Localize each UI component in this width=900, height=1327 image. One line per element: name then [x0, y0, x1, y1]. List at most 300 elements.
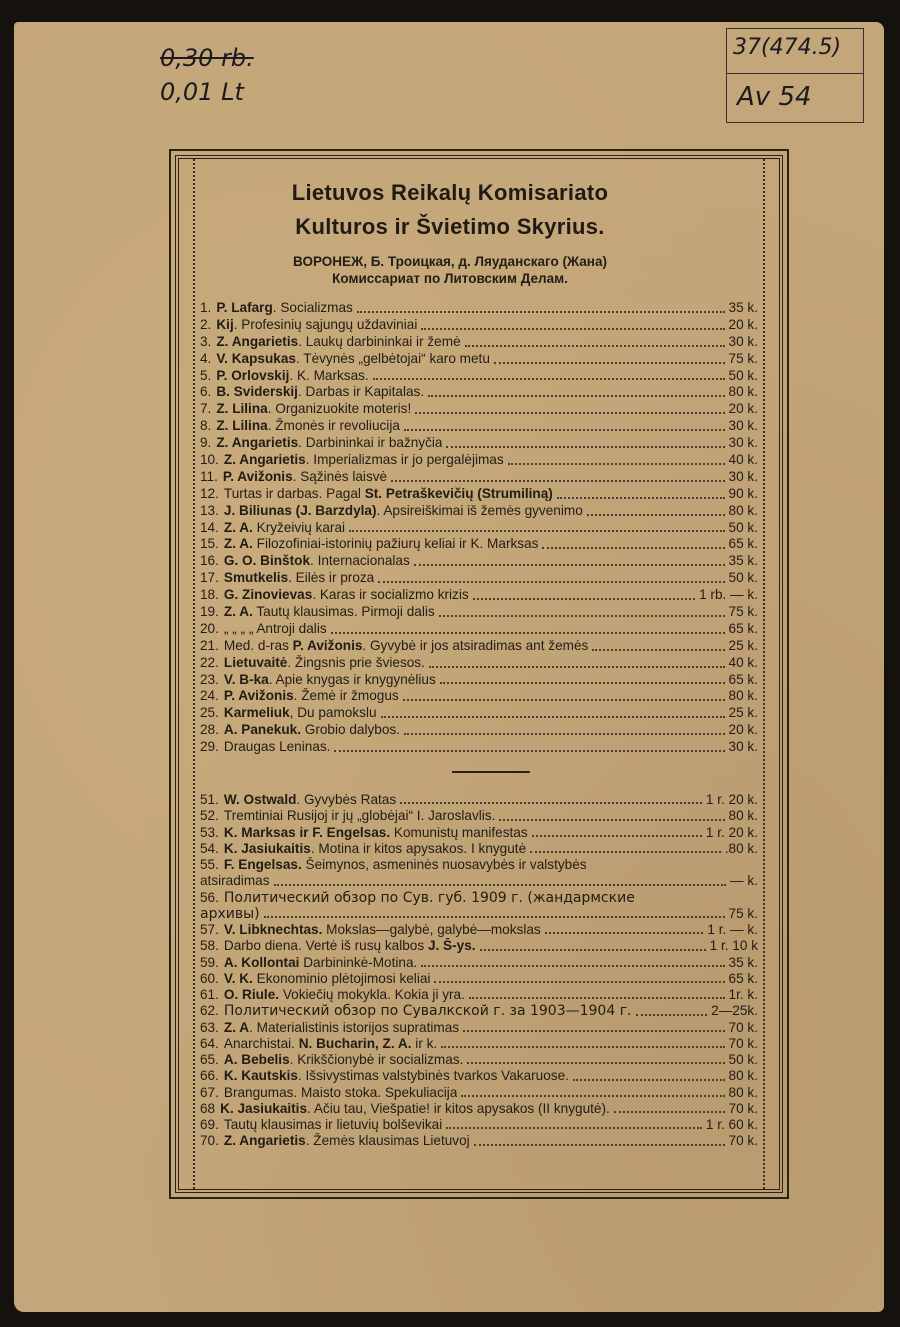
item-text: [224, 604, 435, 621]
list-item: [200, 655, 758, 672]
list-item: [200, 317, 758, 334]
item-price: 25 k.: [728, 705, 758, 721]
list-item: [200, 401, 758, 418]
call-number-box: [726, 72, 864, 123]
dot-leader: [334, 750, 724, 752]
item-author: J. Biliunas (J. Barzdyla): [223, 502, 377, 518]
item-number: 54.: [200, 840, 219, 856]
item-text: [224, 503, 583, 520]
dot-leader: [465, 345, 725, 347]
item-price: 70 k.: [728, 1100, 758, 1116]
dot-leader: [264, 916, 725, 918]
item-text: [224, 938, 476, 954]
item-number: 65.: [200, 1052, 219, 1067]
item-text: [224, 922, 541, 938]
dot-leader: [414, 564, 725, 566]
item-price: 75 k.: [728, 604, 758, 620]
item-price: 30 k.: [728, 468, 758, 484]
item-price: 80 k.: [728, 384, 758, 400]
heading-line-2: Kulturos ir Švietimo Skyrius.: [295, 214, 605, 239]
list-item: [200, 688, 758, 705]
item-text: [224, 621, 327, 638]
dot-leader: [403, 699, 725, 701]
item-title: Filozofiniai-istorinių pažiurų keliai ir K. Marksas: [252, 536, 539, 552]
dot-leader: [373, 378, 725, 380]
item-title: . Apsireiškimai iš žemės gyvenimo: [376, 502, 583, 518]
item-text-pre: Draugas Leninas.: [223, 739, 331, 755]
item-title: . Socializmas: [272, 299, 353, 315]
item-text-pre: Политический обзор по Сув. губ. 1909 г. (жандармские: [223, 889, 635, 906]
list-item: [200, 890, 758, 906]
item-text: [216, 334, 460, 351]
item-author: O. Riule.: [223, 987, 280, 1002]
item-title: Kryžeivių karai: [252, 519, 346, 535]
item-number: 19.: [200, 604, 219, 620]
list-item: [200, 1052, 758, 1068]
item-author: Z. Lilina: [216, 401, 268, 417]
item-number: 5.: [200, 367, 212, 383]
item-title: Mokslas—galybė, galybė—mokslas: [322, 922, 541, 937]
item-text: [224, 1020, 459, 1036]
list-item: [200, 808, 758, 824]
item-author: A. Bebelis: [223, 1052, 290, 1067]
list-item: [200, 368, 758, 385]
item-title: . Žemės klausimas Lietuvoj: [305, 1133, 470, 1149]
item-text-pre: „ „ „ „ Antroji dalis: [223, 620, 327, 636]
item-author: J. Š-ys.: [427, 938, 476, 954]
item-price: 70 k.: [728, 1019, 758, 1035]
item-number: 6.: [200, 384, 212, 400]
list-item: [200, 922, 758, 938]
item-author: F. Engelsas.: [223, 857, 302, 872]
list-item: [200, 938, 758, 954]
item-price: 90 k.: [728, 485, 758, 501]
item-author: Karmeliuk: [223, 705, 290, 721]
item-title: . Apie knygas ir knygynėlius: [268, 671, 436, 687]
dot-leader: [508, 463, 725, 465]
item-number: 22.: [200, 654, 219, 670]
item-text-cont: архивы): [200, 905, 260, 922]
item-author: K. Jasiukaitis: [220, 1100, 308, 1116]
list-item: [200, 971, 758, 987]
item-number: 12.: [200, 485, 219, 501]
list-item: [200, 1085, 758, 1101]
dot-leader: [573, 1079, 725, 1081]
item-title: Šeimynos, asmeninės nuosavybės ir valstybės: [301, 857, 587, 872]
item-text: [224, 739, 331, 756]
item-author: Z. A.: [223, 519, 253, 535]
item-price: 35 k.: [728, 954, 758, 970]
list-item: [200, 1101, 758, 1117]
book-list-2: [200, 792, 758, 1150]
list-item: [200, 486, 758, 503]
dot-leader: [469, 997, 725, 999]
list-item: [200, 1133, 758, 1149]
item-price: .80 k.: [724, 840, 758, 856]
item-title: . Karas ir socializmo krizis: [312, 587, 469, 603]
dot-leader: [530, 851, 721, 853]
item-title: . Materialistinis istorijos supratimas: [249, 1019, 460, 1035]
item-text: [224, 688, 399, 705]
item-number: 57.: [200, 922, 219, 937]
dot-leader: [404, 429, 725, 431]
item-price: 2—25k.: [711, 1003, 758, 1019]
item-title: . Motina ir kitos apysakos. I knygutė: [310, 840, 527, 856]
item-title: . Ačiu tau, Viešpatie! ir kitos apysakos (II knygutė).: [307, 1100, 610, 1116]
shelf-mark-box: [726, 28, 864, 74]
item-price: 80 k.: [728, 1068, 758, 1084]
item-text-pre: Tremtiniai Rusijoj ir jų „globėjai“ I. Jaroslavlis.: [223, 808, 496, 824]
item-text: [216, 368, 368, 385]
handwritten-old-price: 0,30 rb.: [160, 44, 254, 72]
dot-leader: [494, 362, 725, 364]
item-text-cont: atsiradimas: [200, 873, 270, 889]
item-number: 13.: [200, 502, 219, 518]
list-item: [200, 1036, 758, 1052]
list-item: [200, 857, 758, 873]
item-author: K. Marksas ir F. Engelsas.: [223, 824, 391, 840]
dot-leader: [378, 581, 724, 583]
dot-leader: [400, 802, 702, 804]
item-text: [224, 722, 400, 739]
item-price: 50 k.: [728, 367, 758, 383]
item-price: 35 k.: [728, 299, 758, 315]
dot-leader: [446, 446, 724, 448]
dot-leader: [587, 514, 725, 516]
item-number: 70.: [200, 1133, 219, 1149]
item-number: 55.: [200, 857, 219, 872]
list-item: [200, 705, 758, 722]
list-item: [200, 739, 758, 756]
item-text-pre: Brangumas. Maisto stoka. Spekuliacija: [223, 1084, 458, 1100]
item-price: 80 k.: [728, 688, 758, 704]
item-title: . Profesinių sąjungų uždaviniai: [233, 316, 418, 332]
item-author: K. Kautskis: [223, 1068, 298, 1084]
list-item: [200, 987, 758, 1003]
item-text: [216, 401, 411, 418]
item-number: 2.: [200, 316, 212, 332]
item-text: [224, 987, 465, 1003]
list-item: [200, 638, 758, 655]
item-number: 24.: [200, 688, 219, 704]
item-text: [224, 792, 396, 808]
item-number: 8.: [200, 418, 212, 434]
item-title: . Sąžinės laisvė: [292, 468, 388, 484]
dot-leader: [542, 547, 724, 549]
item-text: [220, 1101, 610, 1117]
list-item: [200, 351, 758, 368]
item-number: 1.: [200, 299, 212, 315]
item-title: Darbininkė-Motina.: [299, 954, 418, 970]
item-title: . Gyvybė ir jos atsiradimas ant žemės: [362, 637, 589, 653]
address: ВОРОНЕЖ, Б. Троицкая, д. Ляуданскаго (Жана): [293, 254, 607, 269]
item-number: 23.: [200, 671, 219, 687]
item-author: Z. Angarietis: [223, 452, 306, 467]
item-number: 52.: [200, 808, 219, 824]
item-text: [224, 705, 377, 722]
item-text: [224, 1117, 442, 1133]
item-text-pre: Turtas ir darbas. Pagal: [223, 485, 365, 501]
item-number: 61.: [200, 987, 219, 1002]
dot-leader: [446, 1127, 702, 1129]
item-author: N. Bucharin, Z. A.: [298, 1035, 412, 1051]
item-author: P. Lafarg: [216, 299, 273, 315]
item-number: 69.: [200, 1117, 219, 1132]
item-number: 3.: [200, 333, 212, 349]
item-text: [224, 1036, 437, 1052]
divider: [452, 771, 530, 773]
list-item: [200, 536, 758, 553]
item-price: 25 k.: [728, 637, 758, 653]
item-number: 17.: [200, 570, 219, 586]
item-author: P. Avižonis: [222, 468, 293, 484]
item-price: 30 k.: [728, 739, 758, 755]
item-text: [224, 825, 528, 841]
item-text: [224, 1133, 470, 1149]
item-text: [216, 384, 424, 401]
item-title: . Tėvynės „gelbėtojai“ karo metu: [295, 350, 490, 366]
book-list-1: [200, 300, 758, 756]
item-price: 20 k.: [728, 401, 758, 417]
item-number: 66.: [200, 1068, 219, 1084]
item-title: Komunistų manifestas: [390, 824, 528, 840]
item-title: . Darbininkai ir bažnyčia: [298, 435, 443, 451]
item-price: 1 r. 20 k.: [705, 824, 758, 840]
item-number: 29.: [200, 739, 219, 755]
office-name: Комиссариат по Литовским Делам.: [332, 271, 568, 286]
item-number: 20.: [200, 620, 219, 636]
item-number: 67.: [200, 1084, 219, 1100]
item-price: 30 k.: [728, 333, 758, 349]
item-price: 20 k.: [728, 316, 758, 332]
list-item: [200, 841, 758, 857]
list-item: [200, 955, 758, 971]
item-author: G. Zinovievas: [223, 587, 313, 603]
item-title: . Išsivystimas valstybinės tvarkos Vakaruose.: [297, 1068, 569, 1084]
list-item: [200, 435, 758, 452]
item-author: Z. Angarietis: [216, 435, 299, 451]
item-number: 16.: [200, 553, 219, 569]
item-price: 1r. k.: [728, 987, 758, 1002]
heading-line-1: Lietuvos Reikalų Komisariato: [291, 180, 609, 205]
item-text: [224, 570, 374, 587]
item-price: 35 k.: [728, 553, 758, 569]
item-title: . Eilės ir proza: [288, 570, 375, 586]
dot-leader: [636, 1014, 708, 1016]
list-item: [200, 334, 758, 351]
item-number: 56.: [200, 889, 219, 905]
item-number: 62.: [200, 1003, 219, 1019]
item-author: K. Jasiukaitis: [223, 840, 311, 856]
item-number: 51.: [200, 792, 219, 807]
dot-leader: [461, 1095, 724, 1097]
list-item: [200, 503, 758, 520]
item-number: 11.: [200, 468, 218, 484]
shelf-mark: 37(474.5): [733, 35, 842, 60]
item-author: G. O. Binštok: [223, 553, 311, 569]
dot-leader: [391, 480, 724, 482]
dot-leader: [473, 598, 695, 600]
handwritten-new-price: 0,01 Lt: [160, 78, 244, 106]
item-text: [224, 841, 526, 857]
item-text: [224, 808, 495, 824]
item-author: P. Avižonis: [292, 637, 363, 653]
list-item-continuation: [200, 873, 758, 889]
list-item: [200, 1003, 758, 1019]
item-text: [224, 672, 436, 689]
item-author: P. Avižonis: [223, 688, 294, 704]
dot-leader: [545, 932, 704, 934]
dot-leader: [499, 819, 724, 821]
dot-leader: [404, 733, 725, 735]
item-title: ir k.: [411, 1035, 438, 1051]
item-text-pre: Политический обзор по Сувалкской г. за 1903—1904 г.: [223, 1003, 632, 1020]
item-text: [224, 971, 431, 987]
list-item: [200, 418, 758, 435]
item-text: [224, 857, 587, 873]
item-text: [224, 955, 417, 971]
item-number: 15.: [200, 536, 219, 552]
item-text: [224, 486, 553, 503]
item-title: . Internacionalas: [310, 553, 410, 569]
item-price: 70 k.: [728, 1133, 758, 1149]
list-item: [200, 792, 758, 808]
item-price: 20 k.: [728, 722, 758, 738]
item-title: Vokiečių mokykla. Kokia ji yra.: [279, 987, 465, 1002]
item-price: — k.: [730, 873, 758, 889]
item-number: 4.: [200, 350, 212, 366]
item-title: Ekonominio plėtojimosi keliai: [252, 970, 431, 986]
list-item: [200, 604, 758, 621]
item-author: Z. A.: [223, 536, 253, 552]
dot-leader: [274, 884, 727, 886]
item-number: 28.: [200, 722, 219, 738]
dot-leader: [434, 981, 724, 983]
list-item: [200, 621, 758, 638]
item-text: [224, 1003, 632, 1019]
item-title: . Žingsnis prie šviesos.: [287, 654, 425, 670]
dot-leader: [429, 666, 725, 668]
item-price: 75 k.: [728, 350, 758, 366]
list-item: [200, 452, 758, 469]
item-author: P. Orlovskij: [216, 367, 290, 383]
item-text: [224, 1085, 457, 1101]
dot-leader: [421, 328, 724, 330]
item-price: 50 k.: [728, 570, 758, 586]
item-text: [224, 452, 504, 469]
list-item: [200, 300, 758, 317]
item-author: A. Kollontai: [223, 954, 300, 970]
list-item: [200, 384, 758, 401]
dot-leader: [592, 649, 724, 651]
item-number: 9.: [200, 435, 212, 451]
item-text: [216, 317, 417, 334]
item-title: , Du pamokslu: [289, 705, 377, 721]
item-title: . Žmonės ir revoliucija: [267, 418, 400, 434]
item-number: 68: [200, 1100, 216, 1116]
item-text: [224, 638, 588, 655]
item-price: 40 k.: [728, 452, 758, 467]
item-text: [224, 553, 410, 570]
item-author: Z. A: [223, 1019, 250, 1035]
dot-leader: [474, 1144, 725, 1146]
list-item: [200, 1068, 758, 1084]
item-author: Z. Lilina: [216, 418, 268, 434]
item-text: [224, 520, 345, 537]
item-price: 75 k.: [728, 905, 758, 921]
item-price: 80 k.: [728, 502, 758, 518]
item-price: 65 k.: [728, 671, 758, 687]
list-item: [200, 1117, 758, 1133]
item-number: 60.: [200, 970, 219, 986]
dot-leader: [421, 965, 724, 967]
item-author: V. B-ka: [223, 671, 269, 687]
dot-leader: [415, 412, 724, 414]
item-number: 21.: [200, 637, 219, 653]
item-text: [224, 1068, 569, 1084]
item-text-pre: Med. d-ras: [223, 637, 293, 653]
item-title: . Imperializmas ir jo pergalėjimas: [305, 452, 504, 467]
dot-leader: [480, 949, 706, 951]
item-number: 59.: [200, 954, 219, 970]
dot-leader: [557, 497, 725, 499]
dot-leader: [532, 835, 702, 837]
item-text-pre: Tautų klausimas ir lietuvių bolševikai: [223, 1117, 443, 1132]
item-price: 70 k.: [728, 1035, 758, 1051]
dot-leader: [467, 1062, 724, 1064]
item-author: Z. Angarietis: [223, 1133, 306, 1149]
item-text-pre: Darbo diena. Vertė iš rusų kalbos: [223, 938, 428, 954]
item-title: Tautų klausimas. Pirmoji dalis: [252, 604, 435, 620]
item-text: [223, 469, 387, 486]
list-item: [200, 553, 758, 570]
item-text: [224, 536, 539, 553]
item-price: 50 k.: [728, 1052, 758, 1067]
dot-leader: [441, 1046, 724, 1048]
list-item: [200, 722, 758, 739]
item-text: [224, 890, 635, 906]
item-title: . Laukų darbininkai ir žemė: [298, 333, 461, 349]
item-text: [216, 351, 490, 368]
item-price: 50 k.: [728, 519, 758, 535]
item-author: V. Kapsukas: [216, 350, 296, 366]
item-title: . Gyvybės Ratas: [296, 792, 397, 807]
item-price: 65 k.: [728, 970, 758, 986]
item-number: 25.: [200, 705, 219, 721]
item-author: St. Petraškevičių (Strumiliną): [364, 485, 553, 501]
dot-leader: [463, 1030, 724, 1032]
item-text: [216, 435, 442, 452]
list-item: [200, 469, 758, 486]
item-price: 1 r. 60 k.: [705, 1117, 758, 1132]
dot-leader: [331, 632, 725, 634]
dot-leader: [440, 682, 725, 684]
dot-leader: [428, 395, 724, 397]
item-number: 63.: [200, 1019, 219, 1035]
item-price: 1 r. 10 k: [709, 938, 758, 954]
item-price: 30 k.: [728, 435, 758, 451]
item-number: 64.: [200, 1035, 219, 1051]
item-title: . Darbas ir Kapitalas.: [297, 384, 425, 400]
item-price: 65 k.: [728, 620, 758, 636]
item-price: 1 rb. — k.: [699, 587, 758, 603]
item-title: . Krikščionybė ir socializmas.: [289, 1052, 464, 1067]
item-number: 58.: [200, 938, 219, 954]
dot-leader: [439, 615, 725, 617]
item-text: [216, 300, 353, 317]
item-title: . Žemė ir žmogus: [293, 688, 399, 704]
item-price: 40 k.: [728, 654, 758, 670]
